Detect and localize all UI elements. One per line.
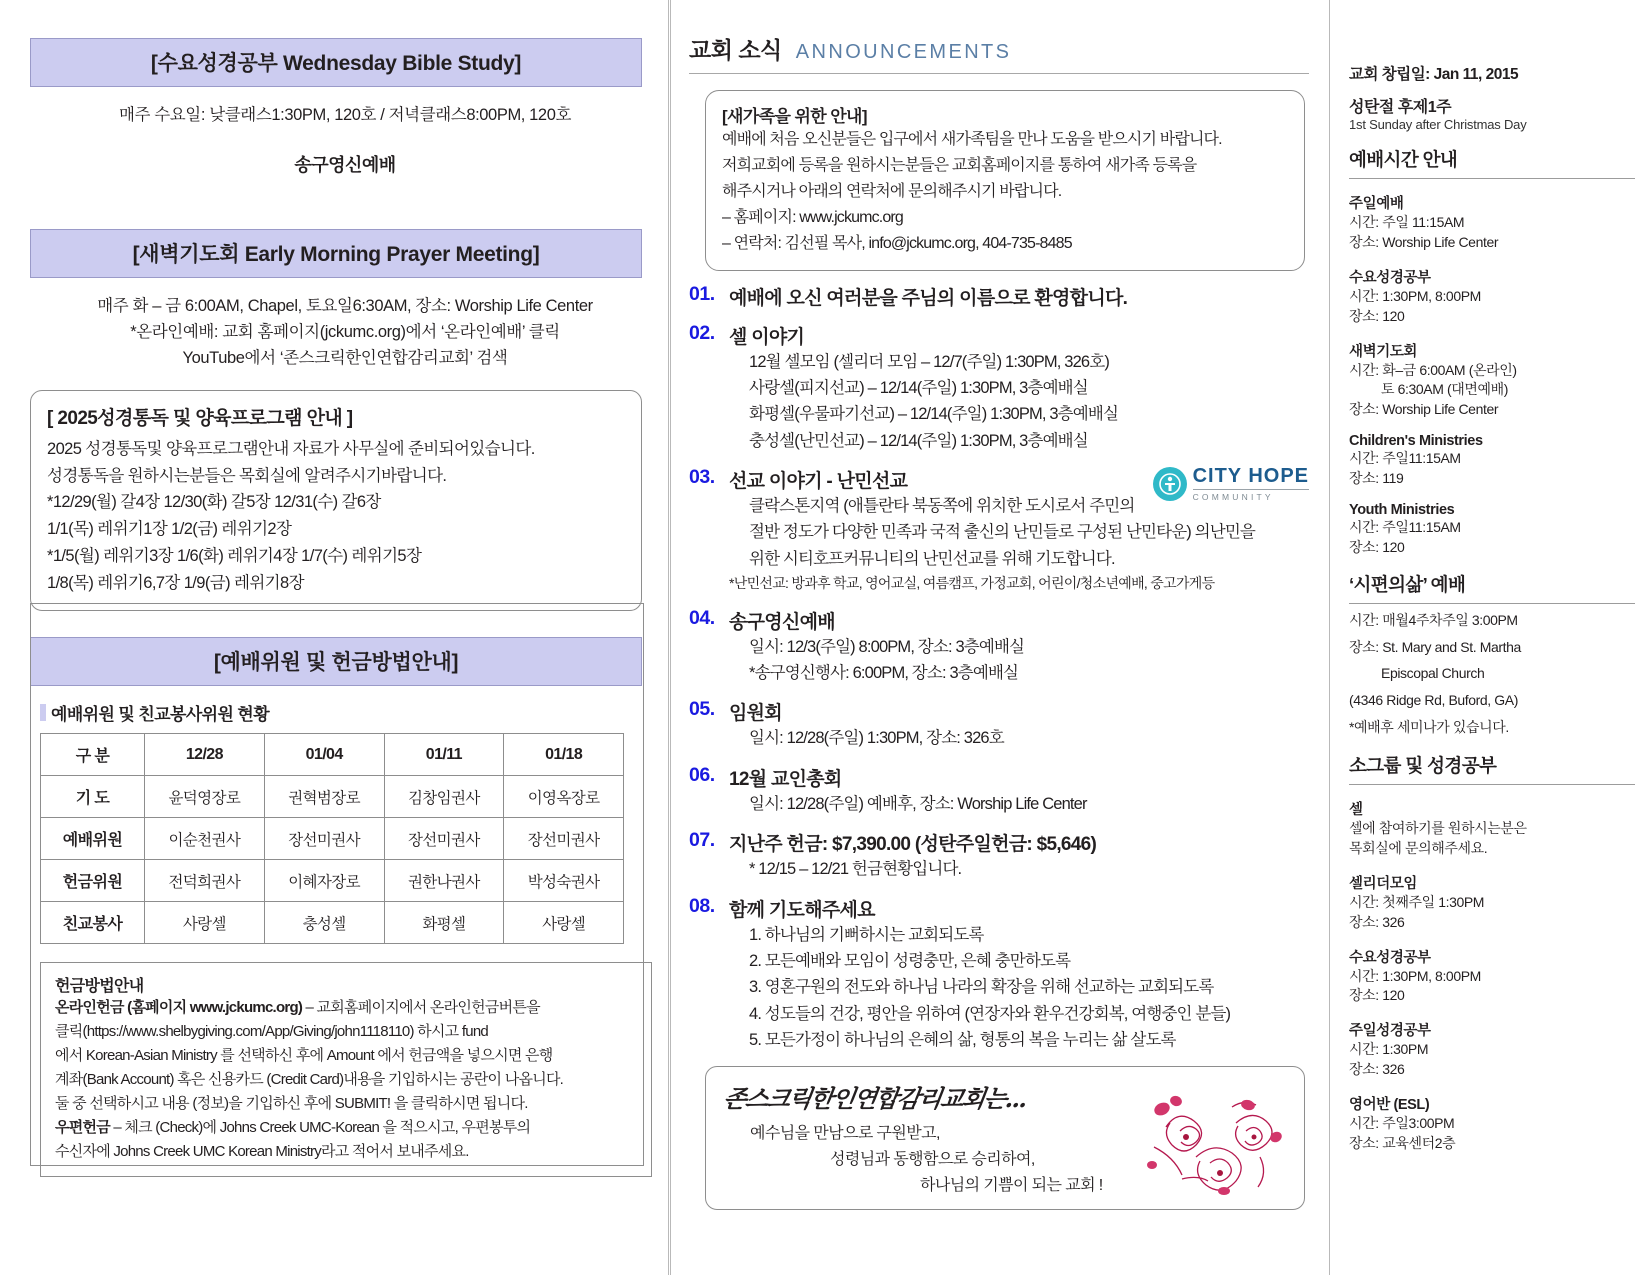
col-header: 12/28: [145, 734, 265, 776]
worship-group-children: [1349, 433, 1635, 489]
group-title: 영어반 (ESL): [1349, 1097, 1430, 1113]
announcement-item-04: [689, 607, 1329, 687]
item-number: 02.: [689, 321, 715, 344]
psalm-service-group: [1349, 571, 1635, 738]
item-title: 선교 이야기 - 난민선교: [729, 471, 908, 493]
table-cell: 박성숙권사: [504, 860, 624, 902]
prayer-request: 5. 모든가정이 하나님의 은혜의 삶, 형통의 복을 누리는 삶 살도록: [749, 1031, 1176, 1050]
announcement-item-02: [689, 322, 1329, 455]
announcements-column: [679, 0, 1329, 1275]
motto-line-1: 예수님을 만남으로 구원받고,: [750, 1124, 940, 1142]
city-hope-sub: COMMUNITY: [1193, 489, 1309, 502]
new-family-contact: – 연락처: 김선필 목사, info@jckumc.org, 404-735-8485: [722, 234, 1072, 252]
item-line: 위한 시티호프커뮤니티의 난민선교를 위해 기도합니다.: [749, 549, 1115, 568]
duty-header: [예배위원 및 헌금방법안내]: [30, 637, 642, 686]
group-title: 주일성경공부: [1349, 1023, 1431, 1040]
worship-group-wednesday: [1349, 266, 1635, 327]
worship-times-section-title: 예배시간 안내: [1349, 146, 1635, 179]
group-title: 셀: [1349, 802, 1363, 818]
worship-group-sunday: [1349, 192, 1635, 253]
group-time: 시간: 주일3:00PM: [1349, 1115, 1455, 1131]
row-header: 헌금위원: [41, 860, 145, 902]
new-family-title: [새가족을 위한 안내]: [722, 107, 867, 126]
table-cell: 장선미권사: [504, 818, 624, 860]
item-title: 셀 이야기: [729, 326, 805, 348]
group-time: 시간: 1:30PM, 8:00PM: [1349, 967, 1481, 984]
bible-program-box: [30, 390, 642, 611]
group-place: 장소: 120: [1349, 538, 1405, 555]
psalm-service-title: ‘시편의삶’ 예배: [1349, 571, 1635, 604]
group-title: 수요성경공부: [1349, 949, 1431, 966]
group-time: 시간: 주일11:15AM: [1349, 450, 1461, 467]
giving-line: 계좌(Bank Account) 혹은 신용카드 (Credit Card)내용을 기입하시는 공란이 나옵니다.: [55, 1071, 564, 1089]
small-group-cell-leaders: [1349, 872, 1635, 933]
small-group-sunday-study: [1349, 1019, 1635, 1080]
giving-mail-label: 우편헌금: [55, 1119, 110, 1137]
psalm-place-2: Episcopal Church: [1381, 665, 1485, 682]
table-cell: 이순천권사: [145, 818, 265, 860]
item-title: 예배에 오신 여러분을 주님의 이름으로 환영합니다.: [729, 287, 1128, 309]
liturgical-sunday-kr: 성탄절 후제1주: [1349, 99, 1452, 116]
item-line: 화평셀(우물파기선교) – 12/14(주일) 1:30PM, 3층예배실: [749, 405, 1119, 424]
left-column: [0, 0, 660, 1275]
bible-study-songgu: 송구영신예배: [294, 155, 396, 175]
table-row: [41, 776, 624, 818]
worship-group-dawn-prayer: [1349, 340, 1635, 421]
table-cell: 사랑셀: [504, 902, 624, 944]
prayer-meeting-header: [새벽기도회 Early Morning Prayer Meeting]: [30, 229, 642, 278]
giving-line: 에서 Korean-Asian Ministry 를 선택하신 후에 Amount 에서 헌금액을 넣으시면 은행: [55, 1047, 553, 1065]
worship-group-youth: [1349, 502, 1635, 558]
table-cell: 충성셀: [264, 902, 384, 944]
column-divider-2: [1329, 0, 1330, 1275]
item-number: 08.: [689, 894, 715, 917]
row-header: 예배위원: [41, 818, 145, 860]
group-time: 시간: 첫째주일 1:30PM: [1349, 893, 1485, 910]
group-title: Children's Ministries: [1349, 433, 1483, 450]
announcement-item-07: [689, 829, 1329, 882]
group-time: 시간: 1:30PM, 8:00PM: [1349, 287, 1481, 304]
offering-total: 지난주 헌금: $7,390.00 (성탄주일헌금: $5,646): [729, 834, 1097, 856]
announcement-item-01: [689, 283, 1329, 310]
group-time: 시간: 주일 11:15AM: [1349, 214, 1465, 230]
announcement-item-06: [689, 764, 1329, 817]
table-cell: 김창임권사: [384, 776, 504, 818]
item-line: 일시: 12/28(주일) 예배후, 장소: Worship Life Center: [749, 794, 1087, 813]
prayer-request: 2. 모든예배와 모임이 성령충만, 은혜 충만하도록: [749, 952, 1071, 970]
item-number: 03.: [689, 466, 715, 489]
table-cell: 권혁범장로: [264, 776, 384, 818]
group-title: 수요성경공부: [1349, 269, 1431, 286]
small-group-wednesday-study: [1349, 946, 1635, 1007]
giving-line: 클릭(https://www.shelbygiving.com/App/Giving/john1118110) 하시고 fund: [55, 1023, 489, 1041]
col-header: 구 분: [41, 734, 145, 776]
bible-study-header: [수요성경공부 Wednesday Bible Study]: [30, 38, 642, 87]
item-line: 일시: 12/3(주일) 8:00PM, 장소: 3층예배실: [749, 637, 1025, 656]
prayer-request: 4. 성도들의 건강, 평안을 위하여 (연장자와 환우건강회복, 여행중인 분들): [749, 1004, 1231, 1023]
group-time: 시간: 화–금 6:00AM (온라인): [1349, 361, 1517, 378]
announcements-header: [689, 32, 1309, 74]
giving-online-label: 온라인헌금 (홈페이지 www.jckumc.org): [55, 999, 303, 1017]
group-line: 목회실에 문의해주세요.: [1349, 839, 1488, 856]
item-number: 04.: [689, 606, 715, 629]
giving-title: 헌금방법안내: [55, 978, 144, 996]
item-line: 사랑셀(피지선교) – 12/14(주일) 1:30PM, 3층예배실: [749, 378, 1088, 397]
motto-handwritten: 존스크릭한인연합감리교회는...: [721, 1083, 1029, 1113]
item-title: 12월 교인총회: [729, 768, 842, 790]
prayer-meeting-line-1: 매주 화 – 금 6:00AM, Chapel, 토요일6:30AM, 장소: Worship Life Center: [97, 297, 593, 315]
group-place: 장소: 교육센터2층: [1349, 1134, 1456, 1151]
group-time: 시간: 1:30PM: [1349, 1041, 1429, 1058]
table-cell: 권한나권사: [384, 860, 504, 902]
city-hope-name: CITY HOPE: [1192, 465, 1309, 488]
announcements-title-en: ANNOUNCEMENTS: [795, 41, 1012, 63]
item-line: 12월 셀모임 (셀리더 모임 – 12/7(주일) 1:30PM, 326호): [749, 352, 1109, 371]
table-row: [41, 734, 624, 776]
giving-online-rest: – 교회홈페이지에서 온라인헌금버튼을: [302, 999, 540, 1017]
group-title: 새벽기도회: [1349, 343, 1418, 360]
table-row: [41, 818, 624, 860]
psalm-place: 장소: St. Mary and St. Martha: [1349, 638, 1521, 655]
group-time: 시간: 주일11:15AM: [1349, 518, 1461, 535]
new-family-line: 예배에 처음 오신분들은 입구에서 새가족팀을 만나 도움을 받으시기 바랍니다.: [722, 131, 1222, 148]
group-place: 장소: 326: [1349, 1061, 1405, 1078]
item-title: 송구영신예배: [729, 611, 835, 633]
col-header: 01/18: [504, 734, 624, 776]
announcement-item-05: [689, 698, 1329, 751]
item-number: 06.: [689, 763, 715, 786]
group-line: 셀에 참여하기를 원하시는분은: [1349, 820, 1527, 836]
col-header: 01/11: [384, 734, 504, 776]
column-divider-1: [668, 0, 671, 1275]
group-place: 장소: Worship Life Center: [1349, 401, 1499, 418]
giving-online-line: [55, 996, 637, 1020]
prayer-request: 3. 영혼구원의 전도와 하나님 나라의 확장을 위해 선교하는 교회되도록: [749, 978, 1214, 997]
bible-program-line: 1/8(목) 레위기6,7장 1/9(금) 레위기8장: [47, 573, 304, 592]
group-title: Youth Ministries: [1349, 501, 1455, 518]
table-cell: 사랑셀: [145, 902, 265, 944]
col-header: 01/04: [264, 734, 384, 776]
group-time-2: 토 6:30AM (대면예배): [1381, 381, 1508, 398]
new-family-line: 해주시거나 아래의 연락처에 문의해주시기 바랍니다.: [722, 182, 1062, 200]
item-line: *송구영신행사: 6:00PM, 장소: 3층예배실: [749, 664, 1019, 683]
bible-program-line: 2025 성경통독및 양육프로그램안내 자료가 사무실에 준비되어있습니다.: [47, 440, 535, 458]
group-title: 셀리더모임: [1349, 875, 1418, 892]
duty-subheader-label: 예배위원 및 친교봉사위원 현황: [51, 705, 270, 725]
bible-program-line: *1/5(월) 레위기3장 1/6(화) 레위기4장 1/7(수) 레위기5장: [47, 546, 422, 565]
psalm-time: 시간: 매월4주차주일 3:00PM: [1349, 611, 1518, 628]
table-cell: 이혜자장로: [264, 860, 384, 902]
table-row: [41, 860, 624, 902]
motto-line-2: 성령님과 동행함으로 승리하여,: [830, 1150, 1035, 1168]
duty-subheader: [40, 700, 660, 725]
small-group-section-title: 소그룹 및 성경공부: [1349, 752, 1635, 785]
bible-study-line: 매주 수요일: 낮클래스1:30PM, 120호 / 저녁클래스8:00PM, 120호: [118, 106, 572, 124]
announcements-title-kr: 교회 소식: [689, 37, 782, 63]
small-group-cell: [1349, 798, 1635, 859]
giving-mail-line-2: 수신자에 Johns Creek UMC Korean Ministry라고 적어서 보내주세요.: [55, 1143, 469, 1161]
prayer-meeting-line-2: *온라인예배: 교회 홈페이지(jckumc.org)에서 ‘온라인예배’ 클릭: [130, 323, 560, 341]
table-cell: 장선미권사: [384, 818, 504, 860]
new-family-line: 저희교회에 등록을 원하시는분들은 교회홈페이지를 통하여 새가족 등록을: [722, 156, 1197, 174]
group-place: 장소: 120: [1349, 987, 1405, 1004]
item-line: * 12/15 – 12/21 헌금현황입니다.: [749, 860, 962, 879]
group-place: 장소: 119: [1349, 470, 1404, 486]
rose-decoration-icon: [1136, 1087, 1286, 1199]
table-cell: 화평셀: [384, 902, 504, 944]
item-number: 07.: [689, 829, 715, 852]
item-title: 함께 기도해주세요: [729, 899, 875, 921]
giving-line: 둘 중 선택하시고 내용 (정보)을 기입하신 후에 SUBMIT! 을 클릭하시면 됩니다.: [55, 1095, 528, 1113]
group-place: 장소: 120: [1349, 307, 1405, 324]
item-number: 01.: [689, 282, 715, 305]
table-row: [41, 902, 624, 944]
bible-program-line: 성경통독을 원하시는분들은 목회실에 알려주시기바랍니다.: [47, 466, 447, 485]
bar-icon: [40, 704, 46, 721]
small-group-esl: [1349, 1093, 1635, 1154]
psalm-address: (4346 Ridge Rd, Buford, GA): [1349, 692, 1518, 709]
bible-program-title: [ 2025성경통독 및 양육프로그램 안내 ]: [47, 408, 353, 429]
bible-program-line: 1/1(목) 레위기1장 1/2(금) 레위기2장: [47, 520, 292, 539]
table-cell: 전덕희권사: [145, 860, 265, 902]
item-line: 클락스톤지역 (애틀란타 북동쪽에 위치한 도시로서 주민의: [749, 497, 1135, 516]
item-line: 충성셀(난민선교) – 12/14(주일) 1:30PM, 3층예배실: [749, 431, 1088, 450]
item-title: 임원회: [729, 703, 782, 725]
prayer-meeting-line-3: YouTube에서 ‘존스크릭한인연합감리교회’ 검색: [182, 349, 508, 367]
church-motto-box: [705, 1066, 1305, 1210]
duty-table: [40, 733, 624, 944]
info-sidebar: [1329, 0, 1649, 1275]
city-hope-icon: [1153, 467, 1187, 501]
city-hope-logo: [1153, 466, 1309, 502]
item-number: 05.: [689, 698, 715, 721]
item-note: *난민선교: 방과후 학교, 영어교실, 여름캠프, 가정교회, 어린이/청소년예배, 중고가게등: [729, 575, 1215, 592]
table-cell: 장선미권사: [264, 818, 384, 860]
announcement-item-08: [689, 895, 1329, 1054]
bible-program-line: *12/29(월) 갈4장 12/30(화) 갈5장 12/31(수) 갈6장: [47, 493, 381, 512]
founding-date: 교회 창립일: Jan 11, 2015: [1349, 66, 1519, 83]
group-place: 장소: 326: [1349, 913, 1405, 930]
giving-methods-box: [40, 962, 652, 1177]
giving-mail-line: [55, 1116, 637, 1140]
item-line: 절반 정도가 다양한 민족과 국적 출신의 난민들로 구성된 난민타운) 의난민을: [749, 523, 1256, 542]
announcement-item-03: [689, 466, 1329, 595]
new-family-box: [705, 90, 1305, 271]
giving-mail-rest: – 체크 (Check)에 Johns Creek UMC-Korean 을 적으시고, 우편봉투의: [109, 1119, 531, 1137]
motto-line-3: 하나님의 기쁨이 되는 교회 !: [920, 1176, 1103, 1194]
prayer-request: 1. 하나님의 기뻐하시는 교회되도록: [749, 925, 984, 944]
liturgical-sunday-en: 1st Sunday after Christmas Day: [1349, 117, 1527, 132]
table-cell: 이영옥장로: [504, 776, 624, 818]
row-header: 기 도: [41, 776, 145, 818]
item-line: 일시: 12/28(주일) 1:30PM, 장소: 326호: [749, 729, 1004, 748]
psalm-note: *예배후 세미나가 있습니다.: [1349, 719, 1509, 736]
table-cell: 윤덕영장로: [145, 776, 265, 818]
group-place: 장소: Worship Life Center: [1349, 233, 1499, 250]
group-title: 주일예배: [1349, 196, 1404, 212]
new-family-website: – 홈페이지: www.jckumc.org: [722, 208, 903, 226]
row-header: 친교봉사: [41, 902, 145, 944]
